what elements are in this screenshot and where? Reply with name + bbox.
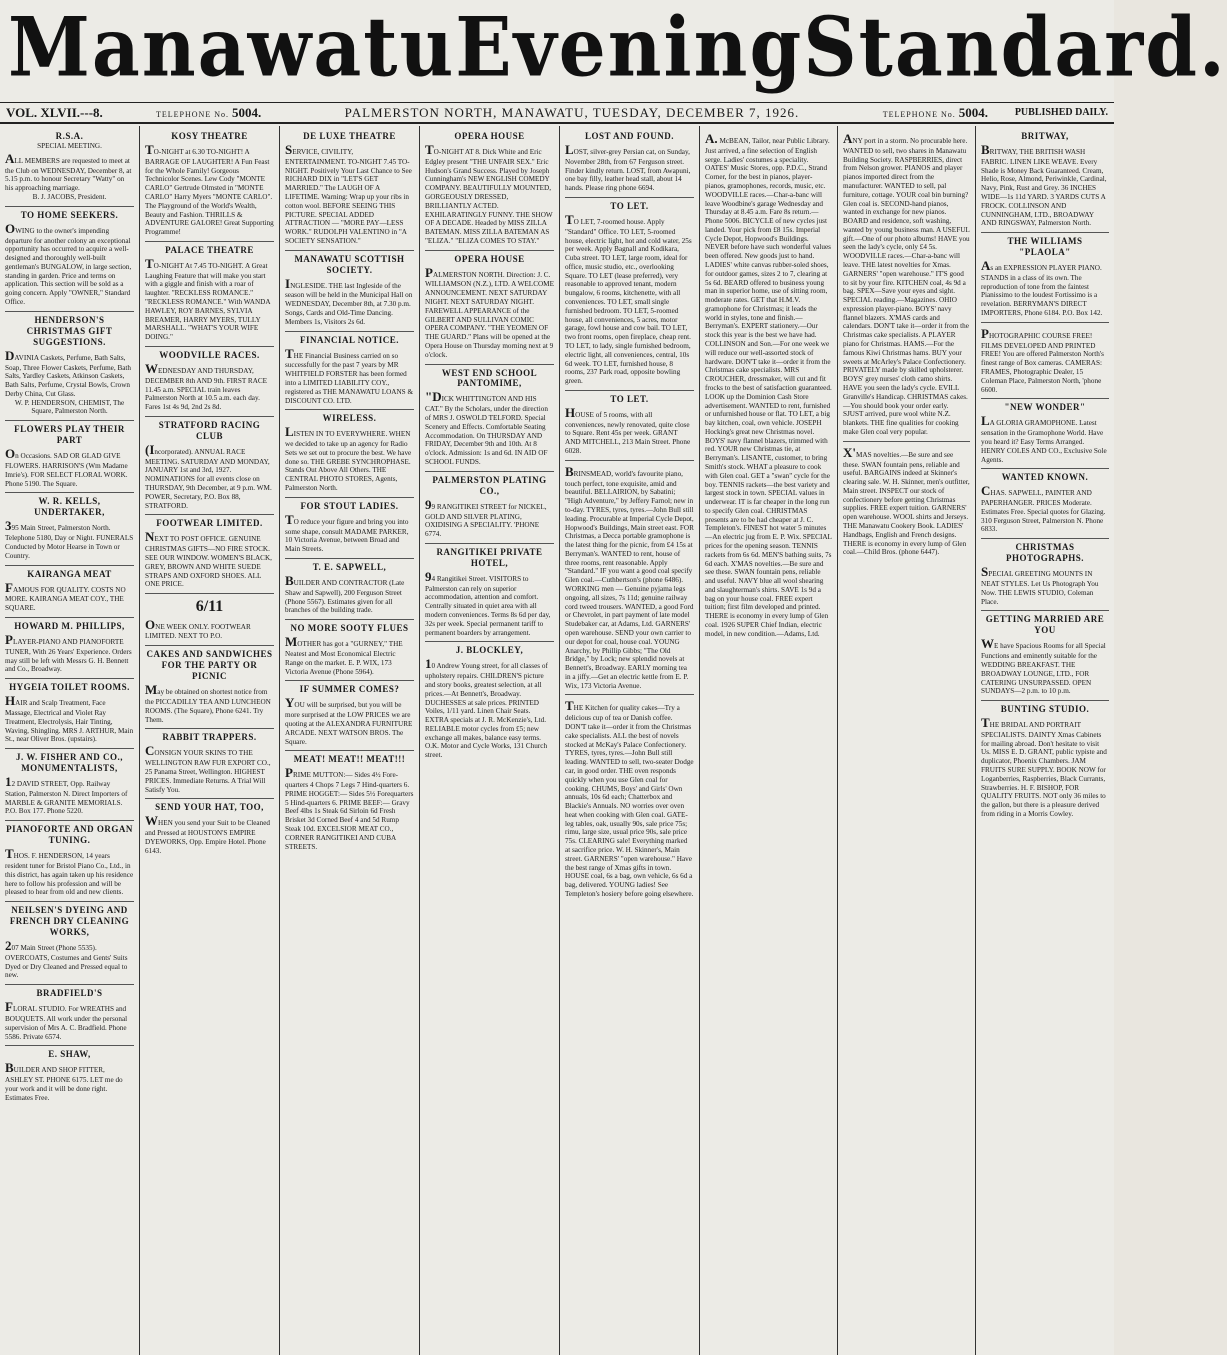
ad-body: BRITWAY, THE BRITISH WASH FABRIC. LINEN LIKE WEAVE. Every Shade is Money Back Guaranteed. Cream, Helio, Rose, Almond, Periwinkle, Cardinal, Navy, Pink, Rust and Grey. 36 INCHES WIDE—1s 11d YARD. 3 YARDS CUTS A FROCK. COLLINSON AND CUNNINGHAM, LTD., BROADWAY AND RINGSWAY, Palmerston North. <box>981 141 1107 228</box>
published-daily: PUBLISHED DAILY. <box>1014 107 1108 118</box>
ad-heading: HOWARD M. PHILLIPS, <box>14 620 125 631</box>
advertisement <box>285 251 414 332</box>
ad-body: A. McBEAN, Tailor, near Public Library. Just arrived, a fine selection of English serge. Ladies' costumes a speciality. OATES' Music Stores, opp. P.D.C., Strand Corner, for the best in pianos, player-pianos, gramophones, records, music, etc. WOODVILLE races.—Char-a-banc will leave Woodbine's garage Wednesday and Thursday at 8.45 a.m. Fare 8s return.—Phone 5006. BICYCLE of new cycles just landed. Your pick from £8 15s. Imperial Cycle Depot, Hopwood's Buildings. NEVER before have such wonderful values been offered. New goods just to hand. LADIES' white canvas rubber-soled shoes, for outdoor games, sizes 2 to 7, clearing at 5s 6d. BEARD offered to business young man in superior home, use of sitting room, moderate rates. GET that H.M.V. gramophone for Christmas; it leads the world in styles, tone and finish.—Berryman's. EXPERT stationery.—Our stock this year is the best we have had. COLLINSON and Son.—For one week we will reduce our well-assorted stock of hardware. DON'T take it—order it from the Christmas cake specialists. MRS CROUCHER, dressmaker, will cut and fit frocks to the best of satisfaction guaranteed. LOOK up the Dominion Cash Store advertisement. WANTED to rent, furnished or unfurnished house or flat. TO LET, a big bay kitchen, coal, own vehicle. JOSEPH Hocking's great new Christmas novel. BOYS' navy flannel blazers, trimmed with red. YOUR new Christmas tie, at Berryman's. LISANTE, customer, to bring Smith's stock. WHAT a pleasure to cook with Glen coal. GET a "swan" cycle for the boy. TENNIS rackets—the best variety and largest stock in town. SPECIAL values in underwear. IT is far cheaper in the long run to specify Glen coal. CHRISTMAS presents are to be had cheaper at J. C. Templeton's. FINEST hot water 5 minutes—An electric jug from E. P. Wix. SPECIAL prices for the opening season. TENNIS rackets from 6s 6d. MEN'S bathing suits, 7s 6d each. X'MAS novelties.—Be sure and see these. SWAN fountain pens, reliable and useful. NAVY blue all wool shearing and slaughterman's shirts. SAVE 1s 9d a bag on your house coal. FREE expert tuition; first film developed and printed. THERE is economy in every lump of Glen coal. 1926 SUPER Chief Indian, electric model, in new condition.—Adams, Ltd. <box>705 131 832 638</box>
ad-heading: BRADFIELD'S <box>36 988 103 999</box>
masthead-word-3: Standard. <box>803 0 1227 96</box>
ad-body: (Incorporated). ANNUAL RACE MEETING. SATURDAY AND MONDAY, JANUARY 1st and 3rd, 1927. NOMINATIONS for all events close on THURSDAY, 9th December, at 9 p.m. WM. POWER, Secretary, P.O. Box 88, STRATFORD. <box>145 441 272 510</box>
ad-body: LISTEN IN TO EVERYWHERE. WHEN we decided to take up an agency for Radio Sets we set out to procure the best. We have done so. THE GREBE SYNCHROPHASE. Stands Out Above All Others. THE CENTRAL PHOTO STORES, Agents, Palmerston North. <box>285 424 412 493</box>
ad-body: WE have Spacious Rooms for all Special Functions and eminently suitable for the WEDDING BREAKFAST. THE BROADWAY LOUNGE, LTD., FOR CATERING UNSURPASSED. OPEN SUNDAYS—2 p.m. to 10 p.m. <box>981 636 1106 696</box>
advertisement <box>145 242 274 347</box>
ad-heading: RANGITIKEI PRIVATE HOTEL, <box>436 546 543 568</box>
advertisement <box>981 469 1109 539</box>
advertisement <box>981 233 1109 323</box>
ad-body: PHOTOGRAPHIC COURSE FREE! FILMS DEVELOPED AND PRINTED FREE! You are offered Palmerston North's finest range of Box cameras. CAMERAS: FRAMES, Photographic Dealer, 15 Coleman Place, Palmerston North, 'phone 6600. <box>981 325 1104 394</box>
ad-body: 207 Main Street (Phone 5535). OVERCOATS, Costumes and Gents' Suits Dyed or Dry Cleaned and Pressed equal to new. <box>5 938 128 980</box>
ad-subheading: SPECIAL MEETING. <box>37 141 102 150</box>
advertisement <box>981 611 1109 701</box>
ad-body: BUILDER AND SHOP FITTER, ASHLEY ST. PHONE 6175. LET me do your work and it will be done right. Estimates Free. <box>5 1060 123 1102</box>
ad-heading: E. SHAW, <box>48 1049 91 1060</box>
advertisement <box>565 461 694 696</box>
ad-heading: W. R. KELLS, UNDERTAKER, <box>34 496 105 518</box>
ad-heading: STRATFORD RACING CLUB <box>158 419 261 441</box>
ad-body: HOUSE of 5 rooms, with all conveniences, newly renovated, quite close to Square. Rent 45s per week. GRANT AND MITCHELL, 213 Main Street. Phone 6028. <box>565 404 691 456</box>
ad-heading: T. E. SAPWELL, <box>312 561 387 572</box>
column-7 <box>838 126 976 1355</box>
ad-heading: HYGEIA TOILET ROOMS. <box>9 682 130 693</box>
advertisement <box>843 128 970 442</box>
advertisement <box>425 544 554 642</box>
ad-body: ALL MEMBERS are requested to meet at the Club on WEDNESDAY, December 8, at 5.15 p.m. to honour Secretary "Watty" on his approaching marriage. <box>5 150 132 193</box>
advertisement <box>981 399 1109 469</box>
ad-body: TO-NIGHT AT 8. Dick White and Eric Edgley present "THE UNFAIR SEX." Eric Hudson's Grand Success. Played by Joseph Cunningham's NEW ENGLISH COMEDY COMPANY. BEAUTIFULLY MOUNTED, GORGEOUSLY DRESSED, BRILLIANTLY ACTED. EXHILARATINGLY FUNNY. THE SHOW OF A DECADE. Headed by MISS ZILLA BATEMAN. MISS ZILLA BATEMAN AS "ELIZA." "ELIZA COMES TO STAY." <box>425 141 553 245</box>
ad-heading: WIRELESS. <box>322 413 377 424</box>
ad-body: THE BRIDAL AND PORTRAIT SPECIALISTS. DAINTY Xmas Cabinets for mailing abroad. Don't hesitate to visit Us. MISS E. D. GRANT, public typiste and duplicator, Phoenix Chambers. JAM FRUITS SURE SUPPLY. BOOK NOW for Loganberries, Raspberries, Black Currants, Strawberries. H. F. BISHOP, FOR QUALITY FRUITS. NOT only 36 miles to the gallon, but there is a pleasure derived from riding in a Morris Cowley. <box>981 715 1107 818</box>
advertisement <box>981 539 1109 611</box>
advertisement <box>5 493 134 565</box>
ad-heading: PIANOFORTE AND ORGAN TUNING. <box>6 824 133 846</box>
advertisement <box>565 695 694 902</box>
ad-heading: PALACE THEATRE <box>165 244 254 255</box>
ad-body: THE Kitchen for quality cakes—Try a delicious cup of tea or Danish coffee. DON'T take it—order it from the Christmas cake specialists. ALL the best of novels stocked at McKay's Palace Confectionery. TYRES, tyres, tyres.—John Bull still leading. WANTED to sell, two-seater Dodge car, in good order. THE oven responds quickly when you use Glen coal for cooking. CHUMS, Boys' and Girls' Own annuals, 10s 6d each; Chatterbox and Blackie's Annuals. NO worries over oven heat when cooking with Glen coal. GATE-leg tables, oak, usually 90s, sale price 75s; rimu, large size, usual price 90s, sale price 75s. CLEARING sale! Everything marked at sacrifice price. W. H. Skinner's, Main street. GARNERS' "open warehouse." Have the best range of Xmas gifts in town. HOUSE coal, 6s a bag, own vehicle, 6s 6d a bag, delivered. YOUNG ladies! See Templeton's hosiery before going elsewhere. <box>565 698 694 898</box>
ad-heading: WOODVILLE RACES. <box>159 349 260 360</box>
ad-heading: OPERA HOUSE <box>454 131 525 141</box>
ad-body: TO-NIGHT At 7.45 TO-NIGHT. A Great Laughing Feature that will make you start with a giggle and finish with a roar of laughter. "RECKLESS ROMANCE." "RECKLESS ROMANCE." With WANDA HAWLEY, ROY BARNES, SYLVIA BREAMER, HARRY MYERS, TULLY MARSHALL. "WHAT'S YOUR WIFE DOING." <box>145 255 271 342</box>
advertisement <box>981 323 1109 400</box>
advertisement <box>5 618 134 679</box>
ad-heading: LOST AND FOUND. <box>584 131 675 141</box>
ad-heading: R.S.A. <box>55 131 84 141</box>
ad-heading: NEILSEN'S DYEING AND FRENCH DRY CLEANING WORKS, <box>9 905 130 938</box>
advertisement <box>5 566 134 618</box>
ad-heading: KOSY THEATRE <box>171 131 248 141</box>
telephone-number-2: 5004. <box>958 104 988 120</box>
ad-signature: W. P. HENDERSON, CHEMIST, The Square, Palmerston North. <box>14 398 125 416</box>
ad-heading: TO HOME SEEKERS. <box>20 209 119 220</box>
ad-heading: HENDERSON'S CHRISTMAS GIFT SUGGESTIONS. <box>26 314 113 347</box>
ad-body: HAIR and Scalp Treatment, Face Massage, Electrical and Violet Ray Treatment, Electrolysis, Hair Tinting, Waving, Shingling. MRS J. ARTHUR, Main St., near Oliver Bros. (upstairs). <box>5 693 134 744</box>
advertisement <box>145 594 274 646</box>
advertisement <box>843 442 970 561</box>
ad-body: BRINSMEAD, world's favourite piano, touch perfect, tone exquisite, amid and beautiful. BELLAIRION, by Sabatini; "High Adventure," by Jeffery Farnol; new in to-day. TYRES, tyres, tyres.—John Bull still leading. Procurable at Imperial Cycle Depot, Hopwood's Buildings, Main street east. FOR Christmas, a Decca portable gramophone is the latest thing for the picnic, from £4 15s at Berryman's. WANTED to rent, house of three rooms, rent reasonable. Apply "Standard." IF you want a good coal specify Glen coal.—Cuthbertson's (phone 6486). WORKING men — Genuine pyjama legs ongoing, all sizes, 7s 11d; genuine railway cord tweed trousers. WANTED, a good Ford or Chevrolet, in part payment of late model Studebaker car, at Adams, Ltd. GARNERS' open warehouse. SEND your own carrier to our depot for coal, house coal. YOUNG Anarchy, by Phillip Gibbs; "The Old Bridge," by Lock; new splendid novels at Bennett's, Broadway. EARLY morning tea in a jiffy.—Get an electric kettle from E. P. Wix, 173 Victoria Avenue. <box>565 463 694 690</box>
ad-heading: IF SUMMER COMES? <box>299 684 400 695</box>
ad-body: TO LET, 7-roomed house. Apply "Standard" Office. TO LET, 5-roomed house, electric light, hot and cold water, 25s per week. Apply Bagnall and Kodikara, Cuba street. TO LET, large room, ideal for office, music studio, etc., overlooking Square. TO LET (lease preferred), very reasonable to approved tenant, modern bungalow, 6 rooms, kitchenette, with all conveniences. TO LET, small single furnished bedroom. TO LET, 5-roomed house, all conveniences, 5 acres, motor garage, fowl house and cow bail. TO LET, two front rooms, open fireplace, cheap rent. TO LET, to lady, single furnished bedroom, electric light, all conveniences, central, 10s 6d week. TO LET, furnished house, 8 rooms, 237 Park road, opposite bowling green. <box>565 211 692 386</box>
ad-body: 10 Andrew Young street, for all classes of upholstery repairs. CHILDREN'S picture and story books, greatest selection, at all prices.—At Bennett's, Broadway. DUCHESSES at sale prices. PRINTED Voiles, 1/11 yard. Linen Chair Seats. EXTRA specials at J. R. McKenzie's, Ltd. RELIABLE motor cycles from £5; new exchange all makes, balance easy terms. O.K. Motor and Cycle Works, 131 Church street. <box>425 656 548 760</box>
ad-body: DAVINIA Caskets, Perfume, Bath Salts, Soap, Three Flower Caskets, Perfume, Bath Salts, Yardley Caskets, Atkinson Caskets, Bath Salts, Perfume, Crystal Bowls, Crown Derby China, Cut Glass. <box>5 347 132 398</box>
ad-heading: MANAWATU SCOTTISH SOCIETY. <box>294 253 405 275</box>
column-3 <box>280 126 420 1355</box>
ad-heading: FINANCIAL NOTICE. <box>299 334 399 345</box>
ad-body: On Occasions. SAD OR GLAD GIVE FLOWERS. HARRISON'S (Wm Madame Imrie's). FOR SELECT FLORAL WORK. Phone 5190. The Square. <box>5 446 128 488</box>
advertisement <box>285 332 414 411</box>
dateline-bar <box>0 102 1114 124</box>
advertisement <box>145 417 274 515</box>
advertisement <box>145 347 274 417</box>
place-date: PALMERSTON NORTH, MANAWATU, TUESDAY, DECEMBER 7, 1926. <box>344 104 800 120</box>
column-6 <box>700 126 838 1355</box>
advertisement <box>145 128 274 242</box>
ad-heading: SEND YOUR HAT, TOO, <box>155 802 264 813</box>
ad-body: INGLESIDE. THE last Ingleside of the season will be held in the Municipal Hall on WEDNESDAY, December 8th, at 7.30 p.m. Songs, Cards and Old-Time Dancing. Members 1s, Visitors 2s 6d. <box>285 275 413 326</box>
advertisement <box>5 985 134 1046</box>
ad-body: X'MAS novelties.—Be sure and see these. SWAN fountain pens, reliable and useful. BARGAINS indeed at Skinner's clearing sale. W. H. Skinner, men's outfitter, Main street. INSPECT our stock of confectionery before getting Christmas supplies. FREE expert tuition. GARNERS' open warehouse. WOOL shirts and Jerseys. THE Manawatu Cookery Book. LADIES' Handbags, English and French designs. THERE is economy in every lump of Glen coal.—Child Bros. (phone 6447). <box>843 444 970 557</box>
column-2 <box>140 126 280 1355</box>
ad-body: "DICK WHITTINGTON AND HIS CAT." By the Scholars, under the direction of MRS J. OSWOLD TELFORD. Special Scenery and Effects. Comfortable Seating Accommodation. On THURSDAY AND FRIDAY, December 9th and 10th. At 8 o'clock. Admission: 1s and 6d. IN AID OF SCHOOL FUNDS. <box>425 389 548 466</box>
ad-body: FAMOUS FOR QUALITY. COSTS NO MORE. KAIRANGA MEAT COY., THE SQUARE. <box>5 579 126 613</box>
ad-heading: TO LET. <box>610 393 649 404</box>
volume-number: VOL. XLVII.---8. <box>6 104 103 120</box>
column-1 <box>0 126 140 1355</box>
advertisement <box>5 207 134 312</box>
ad-body: WHEN you send your Suit to be Cleaned and Pressed at HOUSTON'S EMPIRE DYEWORKS, Opp. Empire Hotel. Phone 6143. <box>145 813 270 855</box>
telephone-label-2: TELEPHONE No. <box>882 109 956 119</box>
ad-body: 94 Rangitikei Street. VISITORS to Palmerston can rely on superior accommodation, attention and comfort. Centrally situated in quiet area with all modern conveniences. Terms 8s 6d per day, 32s per week. Special permanent tariff to permanent boarders by arrangement. <box>425 568 551 637</box>
ad-body: THE Financial Business carried on so successfully for the past 7 years by MR WHITFIELD FORSTER has been formed into a LIMITED LIABILITY COY., registered as THE MANAWATU LOANS & DISCOUNT CO. LTD. <box>285 345 414 405</box>
ad-heading: BRITWAY, <box>1021 131 1069 141</box>
ad-price: 6/11 <box>195 598 224 616</box>
advertisement <box>981 128 1109 233</box>
ad-body: NEXT TO POST OFFICE. GENUINE CHRISTMAS GIFTS—NO FIRE STOCK. SEE OUR WINDOW. WOMEN'S BLACK, GREY, BROWN AND WHITE SUEDE STRAPS AND OXFORD SHOES. ALL ONE PRICE. <box>145 529 272 589</box>
ad-body: As an EXPRESSION PLAYER PIANO. STANDS in a class of its own. The reproduction of tone from the faintest Pianissimo to the loudest Fortissimo is a revelation. BERRYMAN'S DIRECT IMPORTERS, Phone 6184. P.O. Box 142. <box>981 258 1103 317</box>
ad-body: SERVICE, CIVILITY, ENTERTAINMENT. TO-NIGHT 7.45 TO-NIGHT. Positively Your Last Chance to See RICHARD DIX in "LET'S GET MARRIED." The LAUGH OF A LIFETIME. Warning: Wrap up your ribs in cotton wool. BEFORE SEEING THIS PICTURE. SPECIAL ADDED ATTRACTION — "MORE PAY—LESS WORK." RUDOLPH VALENTINO in "A SOCIETY SENSATION." <box>285 141 412 245</box>
advertisement <box>5 421 134 493</box>
ad-body: 99 RANGITIKEI STREET for NICKEL, GOLD AND SILVER PLATING, OXIDISING A SPECIALITY. 'PHONE 6774. <box>425 496 547 539</box>
column-5 <box>560 126 700 1355</box>
ad-heading: GETTING MARRIED ARE YOU <box>985 614 1105 636</box>
advertisement <box>565 391 694 461</box>
advertisement <box>145 799 274 859</box>
ad-heading: RABBIT TRAPPERS. <box>162 732 257 743</box>
ad-body: CHAS. SAPWELL, PAINTER AND PAPERHANGER. PRICES Moderate. Estimates Free. Special quotes for Glazing. 310 Ferguson Street, Palmerston N. Phone 6833. <box>981 483 1106 534</box>
advertisement <box>565 198 694 391</box>
ad-body: 395 Main Street, Palmerston North. Telephone 5180, Day or Night. FUNERALS Conducted by Motor Hearse in Town or Country. <box>5 518 134 560</box>
ad-heading: MEAT! MEAT!! MEAT!!! <box>293 754 406 765</box>
advertisement <box>981 701 1109 823</box>
ad-heading: THE WILLIAMS "PLAOLA" <box>1007 236 1083 258</box>
ad-body: THOS. F. HENDERSON, 14 years resident tuner for Bristol Piano Co., Ltd., in this district, has again taken up his residence here to follow his profession and will be pleased to hear from old and new clients. <box>5 846 134 897</box>
advertisement <box>285 410 414 498</box>
advertisement <box>425 642 554 764</box>
advertisement <box>5 1046 134 1106</box>
advertisement <box>425 365 554 472</box>
ad-body: FLORAL STUDIO. For WREATHS and BOUQUETS. All work under the personal supervision of Mrs A. C. Bradfield. Phone 5586. Private 6574. <box>5 999 128 1041</box>
advertisement <box>5 821 134 902</box>
ad-body: ANY port in a storm. No procurable here. WANTED to sell, two shares in Manawatu Building Society. RASPBERRIES, direct from Nelson grower. PIANOS and player pianos imported direct from the manufacturer. WANTED to sell, pal furniture, cottage. YOUR coal bin burning? Glen coal is. SECOND-hand pianos, wanted in exchange for new pianos. BOARD and residence, soft washing, wanted by young business man. A USEFUL gift.—One of our photo albums! HAVE you seen the lady's cycle, only £4 5s. WOODVILLE races.—Char-a-banc will leave. THE latest novelties for Xmas. GARNERS' "open warehouse." IT'S good to sit by your fire. KITCHEN coal, 4s 9d a bag. SPEX—Save your eyes and sight. SPECIAL reading.—Magazines. OHIO expression player-piano. BOYS' navy flannel blazers. X'MAS cards and calendars. DON'T take it—order it from the Christmas cake specialists. A PLAYER piano for Christmas. HAMS.—For the famous Kiwi Christmas hams. BUY your sweets at McArley's Palace Confectionery. PRIVATELY made by skilled upholsterer. BOYS' grey nurses' cloth camo shirts. HAVE you seen the lady's cycle. EVILL Granville's Handicap. CHRISTMAS cakes.—You should book your order early. SJUST arrived, pure wool white N.Z. blankets. THE fine qualities for cooking make Glen coal very popular. <box>843 131 970 436</box>
ad-body: MOTHER has got a "GURNEY," THE Neatest and Most Economical Electric Range on the market. E. P. WIX, 173 Victoria Avenue (Phone 5964). <box>285 634 403 676</box>
advertisement <box>285 620 414 681</box>
ad-body: OWING to the owner's impending departure for another colony an exceptional opportunity has occurred to acquire a well-designed and thoroughly well-built gentleman's BUNGALOW, in large section, standing in garden. Price and terms on application. This section will be sold as a going concern. Apply "OWNER," Standard Office. <box>5 220 132 307</box>
ad-body: May be obtained on shortest notice from the PICCADILLY TEA AND LUNCHEON ROOMS. (The Square), Phone 6241. Try Them. <box>145 682 271 724</box>
ad-body: LOST, silver-grey Persian cat, on Sunday, November 28th, from 67 Ferguson street. Finder kindly return. LOST, from Awapuni, one bay filly, leather head stall, about 14 hands. Please ring phone 6694. <box>565 141 691 193</box>
ad-heading: FOOTWEAR LIMITED. <box>156 518 263 529</box>
advertisement <box>5 312 134 421</box>
advertisement <box>145 646 274 729</box>
masthead-word-2: Evening <box>455 0 804 96</box>
telephone-right <box>883 105 988 121</box>
advertisement <box>145 729 274 799</box>
advertisement <box>5 749 134 821</box>
ad-heading: OPERA HOUSE <box>454 253 525 264</box>
ad-body: CONSIGN YOUR SKINS TO THE WELLINGTON RAW FUR EXPORT CO., 25 Panama Street, Wellington. HIGHEST PRICES. Immediate Returns. A Trial Will Satisfy You. <box>145 743 271 794</box>
telephone-label: TELEPHONE No. <box>156 109 229 119</box>
ad-heading: KAIRANGA MEAT <box>27 568 112 579</box>
ad-body: LA GLORIA GRAMOPHONE. Latest sensation in the Gramophone World. Have you heard it? Easy Terms Arranged. HENRY COLES AND CO., Exclusive Sole Agents. <box>981 413 1107 464</box>
advertisement <box>565 128 694 198</box>
ad-body: YOU will be surprised, but you will be more surprised at the LOW PRICES we are quoting at the ALEXANDRA FURNITURE ARCADE. NEXT WATSON BROS. The Square. <box>285 695 413 746</box>
ad-body: ONE WEEK ONLY. FOOTWEAR LIMITED. NEXT TO P.O. <box>145 616 251 641</box>
ad-heading: WEST END SCHOOL PANTOMIME, <box>441 367 538 389</box>
advertisement <box>425 472 554 544</box>
advertisement <box>285 559 414 620</box>
ad-heading: TO LET. <box>610 200 649 211</box>
ad-heading: DE LUXE THEATRE <box>303 131 396 141</box>
ad-heading: CAKES AND SANDWICHES FOR THE PARTY OR PICNIC <box>146 649 273 682</box>
advertisement <box>145 515 274 594</box>
ad-heading: PALMERSTON PLATING CO., <box>432 474 547 496</box>
ad-body: TO reduce your figure and bring you into some shape, consult MADAME PARKER, 10 Victoria Avenue, between Broad and Main Streets. <box>285 511 409 554</box>
ad-body: TO-NIGHT at 6.30 TO-NIGHT! A BARRAGE OF LAUGHTER! A Fun Feast for the Whole Family! Gorgeous Technicolor Scenes. Lew Cody "MONTE CARLO" Gertrude Olmsted in "MONTE CARLO" Harry Myers "MONTE CARLO". The Playground of the World's Wealth, Beauty and Fashion. THRILLS & ADVENTURE GALORE! Great Supporting Programme! <box>145 141 274 237</box>
ad-body: PALMERSTON NORTH. Direction: J. C. WILLIAMSON (N.Z.), LTD. A WELCOME ANNOUNCEMENT. NEXT SATURDAY NIGHT. NEXT SATURDAY NIGHT. FAREWELL APPEARANCE of the GILBERT AND SULLIVAN COMIC OPERA COMPANY. "THE YEOMEN OF THE GUARD." Plans will be opened at the Opera House on Thursday morning next at 9 o'clock. <box>425 264 554 359</box>
ad-heading: J. BLOCKLEY, <box>455 645 524 656</box>
advertisement <box>705 128 832 643</box>
advertisement <box>5 902 134 985</box>
advertisement <box>425 128 554 251</box>
ad-heading: FLOWERS PLAY THEIR PART <box>14 424 125 446</box>
ad-heading: J. W. FISHER AND CO., MONUMENTALISTS, <box>15 752 124 774</box>
advertisement <box>425 251 554 365</box>
column-4 <box>420 126 560 1355</box>
ad-signature: B. J. JACOBS, President. <box>32 192 107 201</box>
ad-body: PRIME MUTTON:— Sides 4½ Fore-quarters 4 Chops 7 Legs 7 Hind-quarters 6. PRIME HOGGET:— Sides 5½ Forequarters 5 Hind-quarters 6. PRIME BEEF:— Gravy Beef 4lbs 1s Steak 6d Sirloin 6d Fresh Brisket 3d Corned Beef 4 and 5d Rump Steak 10d. EXCELSIOR MEAT CO., CORNER RANGITIKEI AND CUBA STREETS. <box>285 765 414 851</box>
ad-heading: FOR STOUT LADIES. <box>300 500 399 511</box>
ad-heading: CHRISTMAS PHOTOGRAPHS. <box>1005 542 1085 564</box>
ad-heading: BUNTING STUDIO. <box>1000 704 1090 715</box>
ad-body: 12 DAVID STREET, Opp. Railway Station, Palmerston N. Direct Importers of MARBLE & GRANITE MEMORIALS. P.O. Box 177. Phone 5220. <box>5 774 128 816</box>
masthead <box>0 0 1227 96</box>
advertisement <box>285 681 414 751</box>
advertisement <box>5 679 134 749</box>
telephone-number: 5004. <box>232 104 262 120</box>
ad-body: SPECIAL GREETING MOUNTS IN NEAT STYLES. Let Us Photograph You Now. THE LEWIS STUDIO, Coleman Place. <box>981 564 1099 606</box>
advertisement <box>285 498 414 559</box>
advertisement <box>5 128 134 207</box>
masthead-word-1: Manawatu <box>8 0 456 96</box>
telephone-left <box>156 105 261 121</box>
ad-body: WEDNESDAY AND THURSDAY, DECEMBER 8th AND 9th. FIRST RACE 11.45 a.m. SPECIAL train leaves Palmerston North at 10.5 a.m. each day. Fares 1st 4s 9d, 2nd 2s 8d. <box>145 360 268 412</box>
ad-heading: WANTED KNOWN. <box>1001 472 1089 483</box>
advertisement <box>285 751 414 855</box>
column-8 <box>976 126 1114 1355</box>
ad-body: BUILDER AND CONTRACTOR (Late Shaw and Sapwell), 200 Ferguson Street (Phone 5567). Estimates given for all branches of the building trade. <box>285 572 405 615</box>
ad-heading: "NEW WONDER" <box>1004 402 1086 413</box>
advertisement <box>285 128 414 251</box>
ad-heading: NO MORE SOOTY FLUES <box>290 623 409 634</box>
columns <box>0 126 1114 1355</box>
ad-body: PLAYER-PIANO AND PIANOFORTE TUNER, With 26 Years' Experience. Orders may still be left with Messrs G. H. Bennett and Co., Broadway. <box>5 631 132 674</box>
